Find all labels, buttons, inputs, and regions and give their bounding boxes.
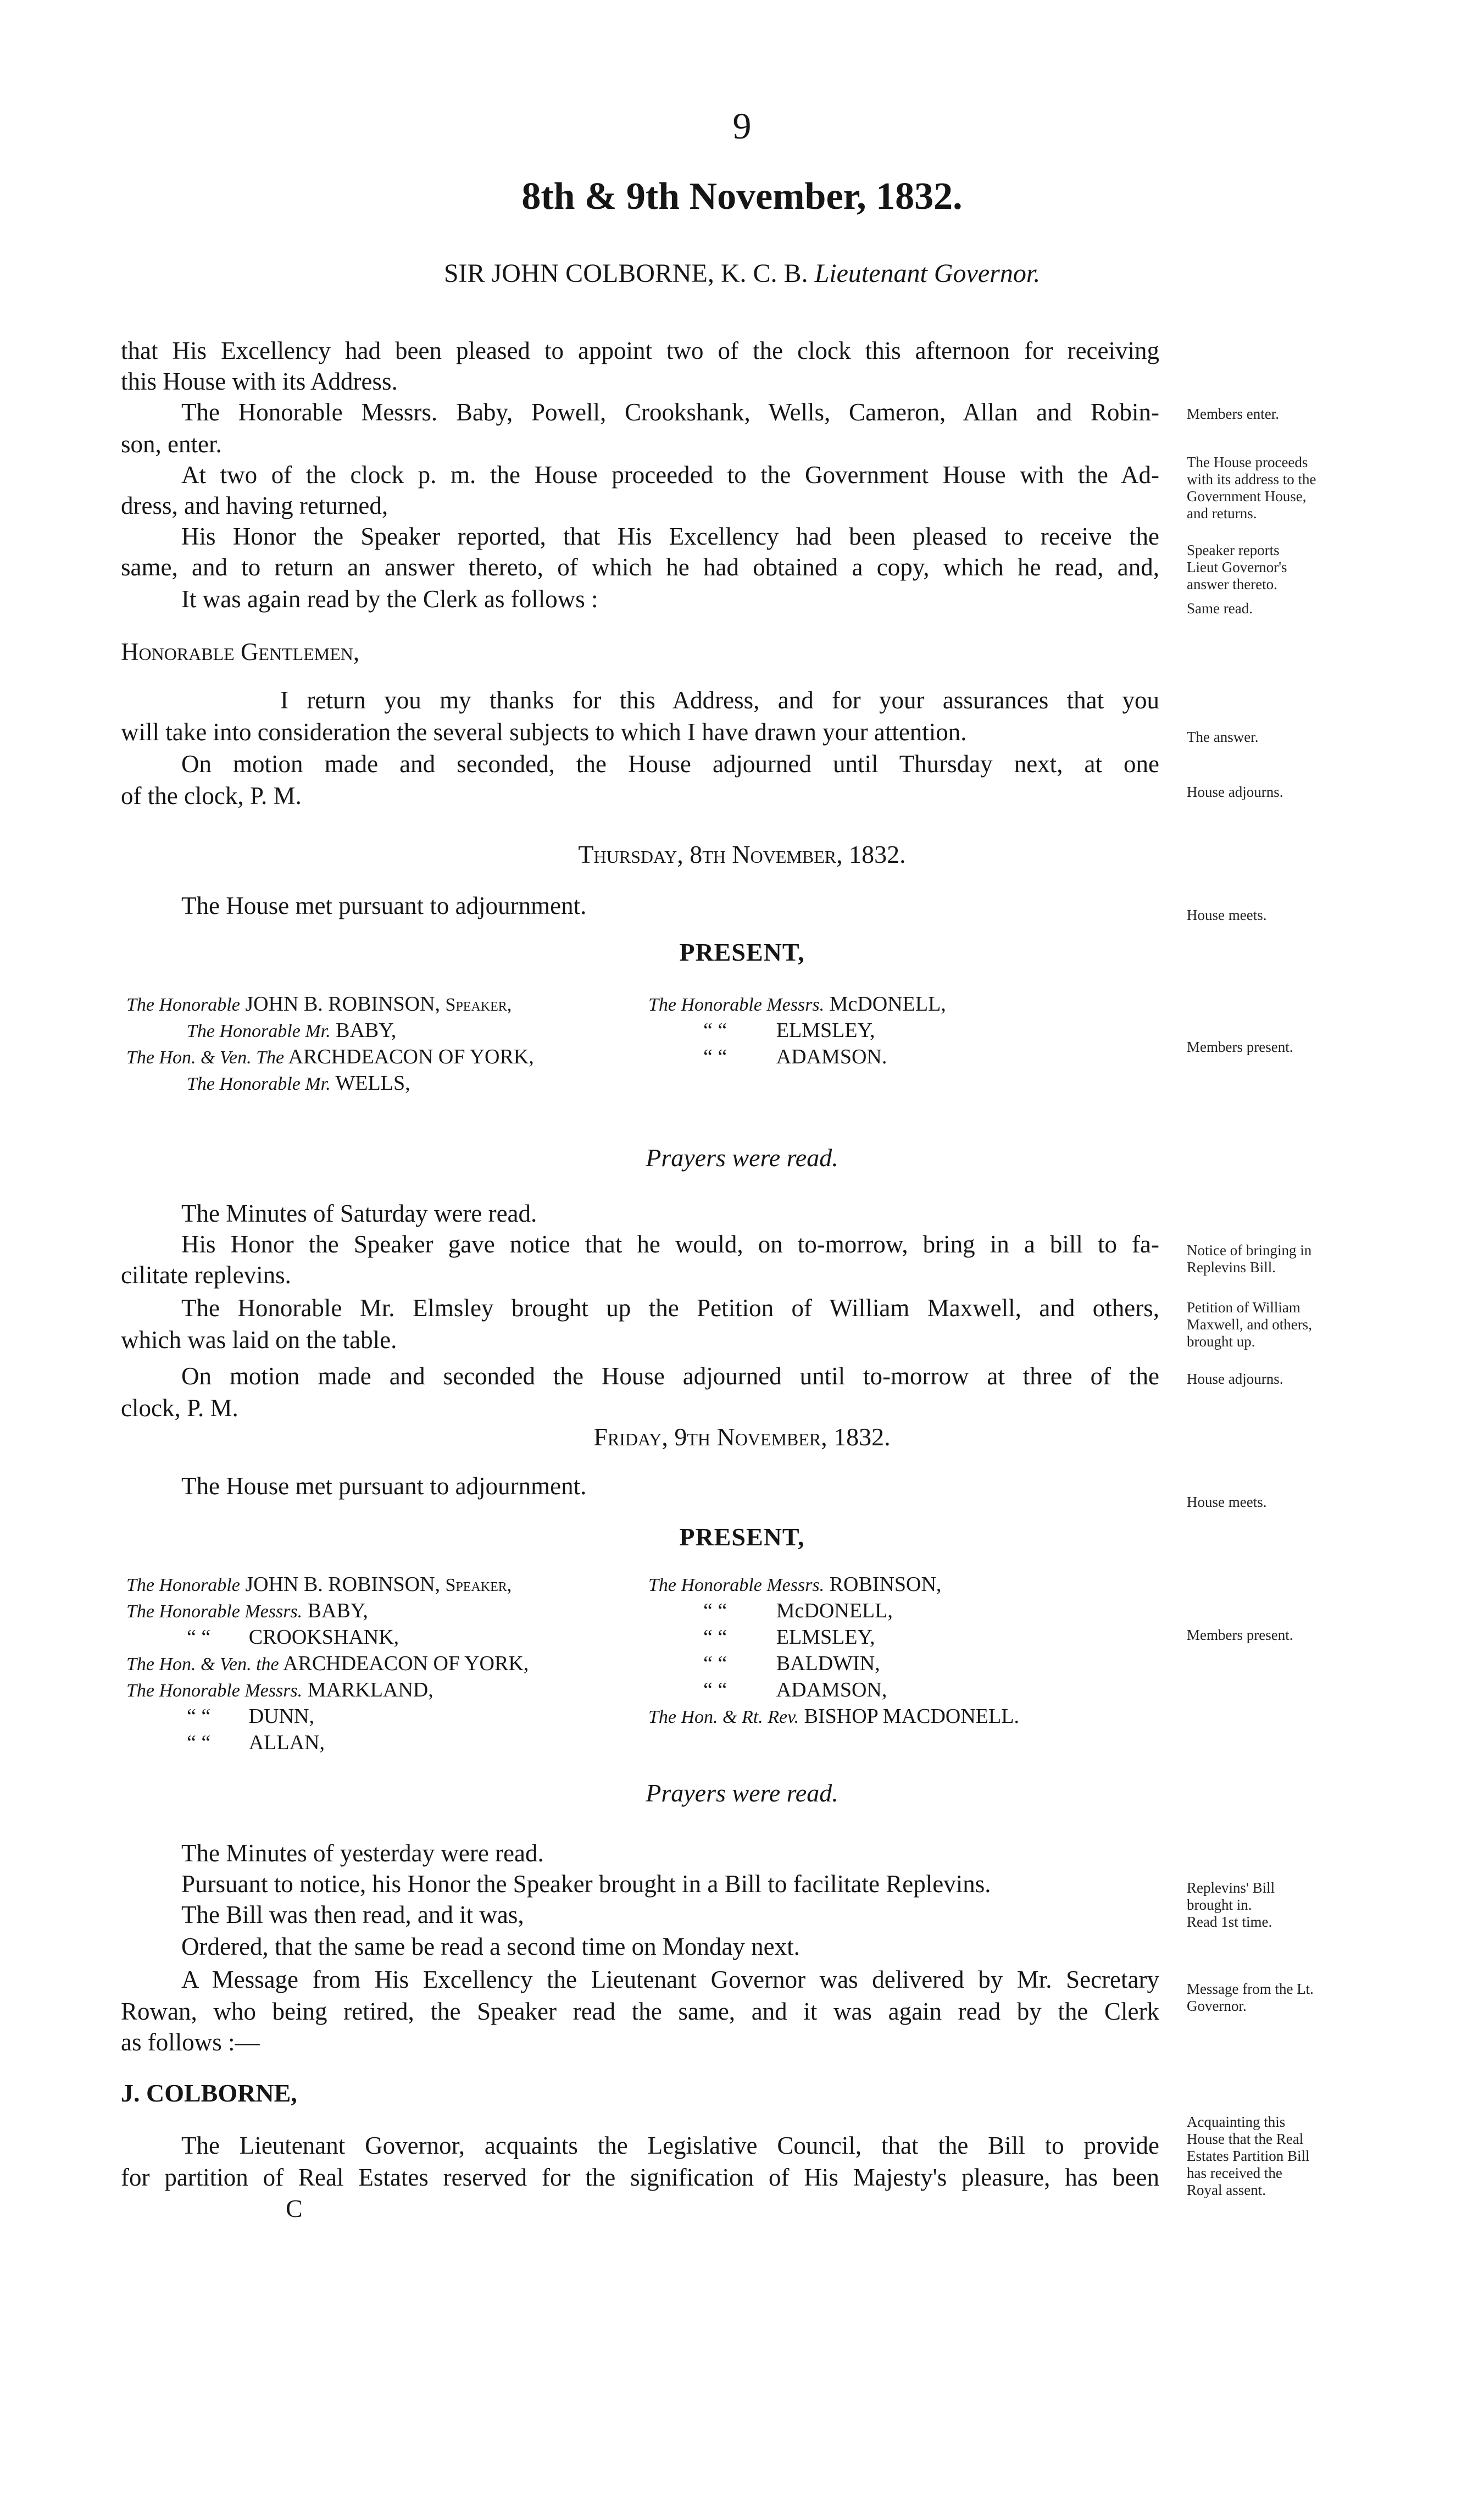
member-entry: The Honorable JOHN B. ROBINSON, Speaker, bbox=[126, 1573, 512, 1596]
member-entry: “ “ ELMSLEY, bbox=[703, 1019, 875, 1042]
page-number: 9 bbox=[732, 105, 752, 147]
margin-note-speaker-reports: Speaker reports Lieut Governor's answer thereto. bbox=[1187, 542, 1287, 592]
prayers-line: Prayers were read. bbox=[646, 1144, 838, 1172]
member-entry: “ “ ADAMSON, bbox=[703, 1678, 887, 1701]
member-entry: “ “ ALLAN, bbox=[187, 1731, 325, 1754]
text-line: At two of the clock p. m. the House proceeded to the Government House with the Ad- bbox=[181, 461, 1159, 489]
margin-note-notice-replevins: Notice of bringing in Replevins Bill. bbox=[1187, 1242, 1312, 1276]
present-heading: PRESENT, bbox=[679, 1523, 805, 1551]
text-line: as follows :— bbox=[121, 2028, 260, 2056]
text-line: will take into consideration the several subjects to which I have drawn your attention. bbox=[121, 718, 967, 746]
text-line: On motion made and seconded, the House adjourned until Thursday next, at one bbox=[181, 750, 1159, 778]
text-line: for partition of Real Estates reserved for the signification of His Majesty's pleasure, has been bbox=[121, 2164, 1159, 2191]
margin-note-replevins-bill: Replevins' Bill brought in. Read 1st time. bbox=[1187, 1879, 1275, 1930]
margin-note-members-present: Members present. bbox=[1187, 1039, 1293, 1055]
text-line: It was again read by the Clerk as follows : bbox=[181, 585, 598, 613]
margin-note-house-meets: House meets. bbox=[1187, 1494, 1267, 1510]
member-entry: The Honorable JOHN B. ROBINSON, Speaker, bbox=[126, 993, 512, 1016]
text-line: His Honor the Speaker reported, that His Excellency had been pleased to receive the bbox=[181, 523, 1159, 550]
margin-note-same-read: Same read. bbox=[1187, 600, 1253, 617]
catchword: C bbox=[286, 2194, 303, 2222]
prayers-line: Prayers were read. bbox=[646, 1779, 838, 1807]
salutation: Honorable Gentlemen, bbox=[121, 638, 360, 666]
text-line: The Honorable Mr. Elmsley brought up the Petition of William Maxwell, and others, bbox=[181, 1294, 1159, 1322]
margin-note-members-present: Members present. bbox=[1187, 1627, 1293, 1643]
text-line: His Honor the Speaker gave notice that he would, on to-morrow, bring in a bill to fa- bbox=[181, 1230, 1159, 1258]
text-line: of the clock, P. M. bbox=[121, 782, 302, 810]
margin-note-house-meets: House meets. bbox=[1187, 907, 1267, 923]
text-line: Pursuant to notice, his Honor the Speaker brought in a Bill to facilitate Replevins. bbox=[181, 1870, 991, 1898]
margin-note-house-proceeds: The House proceeds with its address to the Government House, and returns. bbox=[1187, 454, 1316, 522]
member-entry: “ “ BALDWIN, bbox=[703, 1652, 880, 1675]
member-entry: “ “ CROOKSHANK, bbox=[187, 1626, 399, 1649]
governor-role: Lieutenant Governor. bbox=[814, 259, 1041, 288]
text-line: this House with its Address. bbox=[121, 368, 398, 395]
text-line: Rowan, who being retired, the Speaker read the same, and it was again read by the Clerk bbox=[121, 1998, 1159, 2025]
margin-note-petition: Petition of William Maxwell, and others, brought up. bbox=[1187, 1299, 1312, 1350]
text-line: On motion made and seconded the House adjourned until to-morrow at three of the bbox=[181, 1362, 1159, 1390]
member-entry: The Hon. & Ven. The ARCHDEACON OF YORK, bbox=[126, 1045, 534, 1068]
margin-note-members-enter: Members enter. bbox=[1187, 406, 1279, 422]
margin-note-acquainting: Acquainting this House that the Real Estates Partition Bill has received the Royal assent. bbox=[1187, 2114, 1310, 2198]
text-line: I return you my thanks for this Address, and for your assurances that you bbox=[280, 686, 1159, 714]
text-line: The Minutes of yesterday were read. bbox=[181, 1839, 544, 1867]
text-line: cilitate replevins. bbox=[121, 1261, 291, 1289]
member-entry: The Honorable Messrs. ROBINSON, bbox=[648, 1573, 942, 1596]
governor-name: SIR JOHN COLBORNE, K. C. B. bbox=[443, 259, 808, 288]
page-title: 8th & 9th November, 1832. bbox=[521, 175, 963, 218]
text-line: son, enter. bbox=[121, 430, 222, 458]
member-entry: The Honorable Mr. WELLS, bbox=[187, 1072, 410, 1095]
member-entry: “ “ McDONELL, bbox=[703, 1599, 893, 1622]
member-entry: The Honorable Mr. BABY, bbox=[187, 1019, 397, 1042]
member-entry: “ “ ELMSLEY, bbox=[703, 1626, 875, 1649]
text-line: same, and to return an answer thereto, of which he had obtained a copy, which he read, and, bbox=[121, 553, 1159, 581]
member-entry: The Hon. & Ven. the ARCHDEACON OF YORK, bbox=[126, 1652, 529, 1675]
text-line: dress, and having returned, bbox=[121, 492, 388, 519]
governor-line bbox=[0, 258, 1484, 289]
member-entry: The Honorable Messrs. McDONELL, bbox=[648, 993, 946, 1016]
margin-note-house-adjourns: House adjourns. bbox=[1187, 784, 1283, 800]
text-line: The House met pursuant to adjournment. bbox=[181, 1472, 587, 1500]
member-entry: The Honorable Messrs. MARKLAND, bbox=[126, 1678, 433, 1701]
margin-note-message: Message from the Lt. Governor. bbox=[1187, 1981, 1314, 2014]
text-line: The Honorable Messrs. Baby, Powell, Crookshank, Wells, Cameron, Allan and Robin- bbox=[181, 398, 1159, 426]
text-line: Ordered, that the same be read a second time on Monday next. bbox=[181, 1933, 800, 1960]
margin-note-the-answer: The answer. bbox=[1187, 729, 1259, 745]
thursday-heading: Thursday, 8th November, 1832. bbox=[578, 840, 906, 868]
member-entry: “ “ DUNN, bbox=[187, 1705, 315, 1728]
friday-heading: Friday, 9th November, 1832. bbox=[593, 1423, 891, 1451]
text-line: clock, P. M. bbox=[121, 1394, 238, 1422]
present-heading: PRESENT, bbox=[679, 938, 805, 966]
signature: J. COLBORNE, bbox=[121, 2079, 297, 2107]
text-line: A Message from His Excellency the Lieutenant Governor was delivered by Mr. Secretary bbox=[181, 1966, 1159, 1993]
text-line: which was laid on the table. bbox=[121, 1326, 397, 1354]
text-line: that His Excellency had been pleased to appoint two of the clock this afternoon for receiving bbox=[121, 337, 1159, 364]
text-line: The Lieutenant Governor, acquaints the Legislative Council, that the Bill to provide bbox=[181, 2132, 1159, 2159]
member-entry: The Honorable Messrs. BABY, bbox=[126, 1599, 368, 1622]
text-line: The Bill was then read, and it was, bbox=[181, 1901, 524, 1928]
member-entry: The Hon. & Rt. Rev. BISHOP MACDONELL. bbox=[648, 1705, 1019, 1728]
margin-note-house-adjourns: House adjourns. bbox=[1187, 1371, 1283, 1387]
text-line: The Minutes of Saturday were read. bbox=[181, 1200, 537, 1227]
text-line: The House met pursuant to adjournment. bbox=[181, 892, 587, 919]
member-entry: “ “ ADAMSON. bbox=[703, 1045, 887, 1068]
